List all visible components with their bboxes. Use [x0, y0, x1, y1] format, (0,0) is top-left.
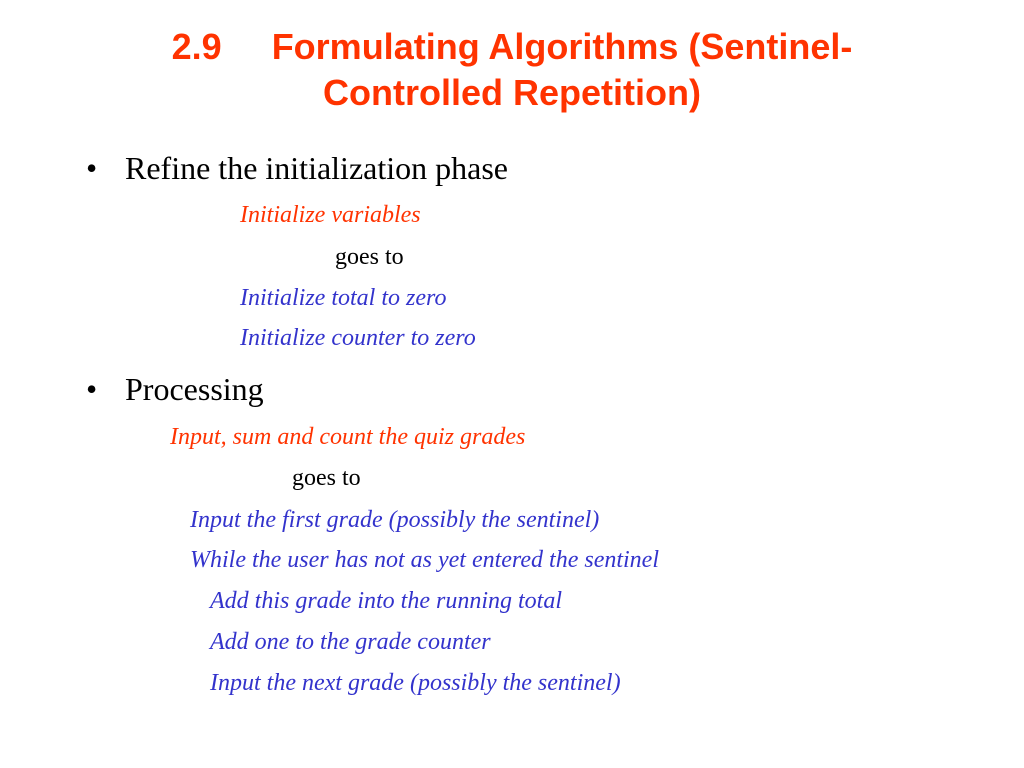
slide-title-line-1: 2.9 Formulating Algorithms (Sentinel- — [171, 26, 853, 67]
pseudocode-while-loop: While the user has not as yet entered the sentinel — [190, 547, 659, 573]
pseudocode-increment-counter: Add one to the grade counter — [210, 629, 491, 655]
pseudocode-initialize-counter: Initialize counter to zero — [240, 325, 476, 351]
bullet-refine-initialization: Refine the initialization phase — [125, 150, 508, 186]
goes-to-label: goes to — [335, 244, 404, 270]
slide-title — [60, 24, 964, 116]
bullet-marker: • — [86, 150, 98, 186]
bullet-processing: Processing — [125, 371, 264, 407]
pseudocode-add-to-total: Add this grade into the running total — [210, 588, 562, 614]
pseudocode-input-sum-count: Input, sum and count the quiz grades — [170, 424, 526, 450]
pseudocode-input-first-grade: Input the first grade (possibly the sentinel) — [190, 507, 600, 533]
pseudocode-input-next-grade: Input the next grade (possibly the sentinel) — [210, 670, 621, 696]
pseudocode-initialize-variables: Initialize variables — [240, 202, 421, 228]
bullet-marker: • — [86, 371, 98, 407]
pseudocode-initialize-total: Initialize total to zero — [240, 285, 447, 311]
goes-to-label: goes to — [292, 465, 361, 491]
slide-title-line-2: Controlled Repetition) — [323, 72, 701, 113]
